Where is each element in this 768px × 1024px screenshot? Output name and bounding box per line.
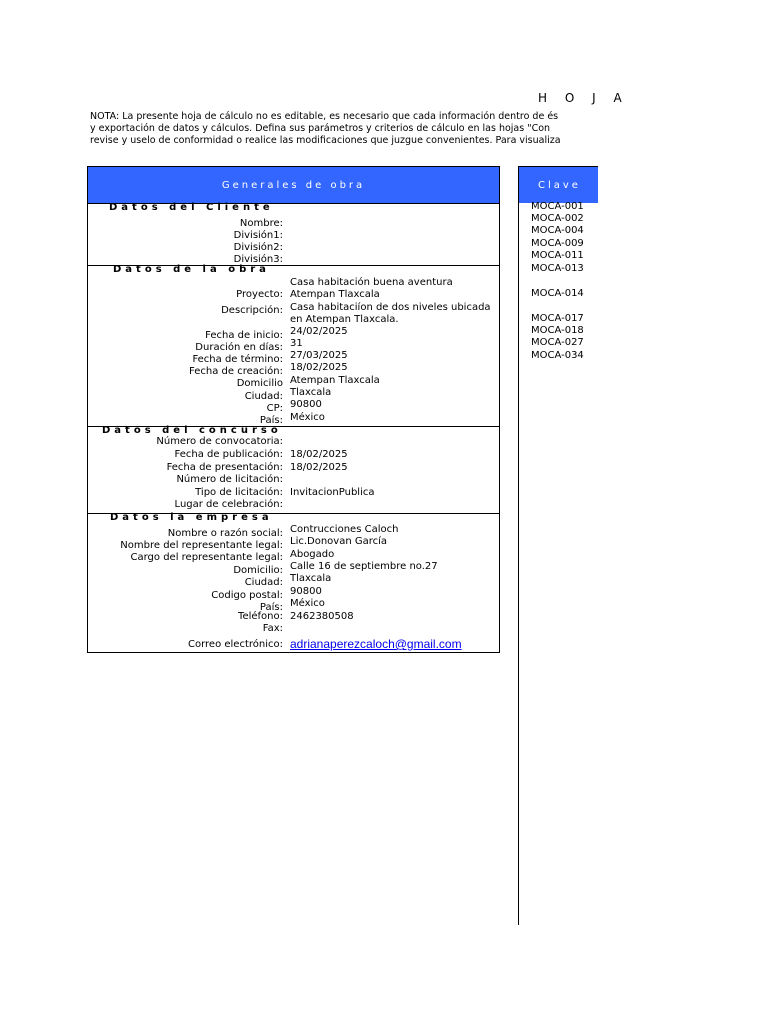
section-title-concurso: Datos del concurso (102, 425, 282, 436)
field-value: Calle 16 de septiembre no.27 (290, 561, 438, 572)
clave-code: MOCA-009 (531, 238, 584, 249)
field-label: Tipo de licitación: (195, 487, 283, 498)
clave-code: MOCA-001 (531, 201, 584, 212)
clave-code: MOCA-027 (531, 337, 584, 348)
field-label: Codigo postal: (211, 590, 283, 601)
field-label: Nombre o razón social: (167, 528, 283, 539)
field-value: InvitacionPublica (290, 487, 375, 498)
field-value: 90800 (290, 399, 322, 410)
field-label: Fecha de publicación: (174, 449, 283, 460)
field-value: Contrucciones Caloch (290, 524, 399, 535)
clave-code: MOCA-002 (531, 213, 584, 224)
field-label: Nombre del representante legal: (120, 540, 283, 551)
note-text (90, 111, 561, 147)
field-label: Duración en días: (195, 342, 283, 353)
field-label: División2: (233, 242, 283, 253)
field-value: 27/03/2025 (290, 350, 348, 361)
proyecto-value-line1: Casa habitación buena aventura (290, 277, 453, 288)
note-line-2: y exportación de datos y cálculos. Defina sus parámetros y criterios de cálculo en las hojas "Con (90, 123, 551, 134)
generales-panel (87, 166, 500, 653)
field-label: División1: (233, 230, 283, 241)
field-value: Abogado (290, 549, 335, 560)
field-label: Cargo del representante legal: (130, 552, 283, 563)
field-label: Fecha de inicio: (205, 330, 283, 341)
descripcion-label: Descripción: (221, 305, 283, 316)
proyecto-label: Proyecto: (236, 289, 283, 300)
field-value: Atempan Tlaxcala (290, 375, 380, 386)
field-label: Lugar de celebración: (174, 499, 283, 510)
field-label: División3: (233, 254, 283, 265)
field-label: País: (259, 415, 283, 426)
field-label: Fax: (262, 623, 283, 634)
field-value: 18/02/2025 (290, 362, 348, 373)
field-label: Ciudad: (244, 391, 283, 402)
field-value: México (290, 412, 325, 423)
clave-column-border (518, 166, 519, 925)
generales-header: Generales de obra (88, 167, 499, 204)
field-label: País: (259, 602, 283, 613)
section-title-obra: Datos de la obra (113, 264, 270, 275)
clave-code: MOCA-013 (531, 263, 584, 274)
field-value: México (290, 598, 325, 609)
clave-code: MOCA-011 (531, 250, 584, 261)
field-label: Domicilio: (233, 565, 283, 576)
field-value: 31 (290, 338, 303, 349)
clave-header: Clave (518, 166, 598, 203)
email-link[interactable]: adrianaperezcaloch@gmail.com (290, 637, 462, 651)
field-label: Número de licitación: (176, 474, 283, 485)
field-value: 24/02/2025 (290, 326, 348, 337)
correo-label: Correo electrónico: (188, 639, 283, 650)
section-title-empresa: Datos la empresa (110, 512, 273, 523)
descripcion-value-line2: en Atempan Tlaxcala. (290, 314, 399, 325)
field-value: Lic.Donovan García (290, 536, 388, 547)
clave-code: MOCA-034 (531, 350, 584, 361)
sheet-title: H O J A (538, 91, 629, 105)
clave-code: MOCA-018 (531, 325, 584, 336)
field-label: Teléfono: (238, 611, 283, 622)
section-title-cliente: Datos del Cliente (109, 202, 274, 213)
field-value: 90800 (290, 586, 322, 597)
field-value: 18/02/2025 (290, 462, 348, 473)
field-label: Nombre: (239, 218, 283, 229)
field-value: Tlaxcala (290, 573, 332, 584)
field-label: Domicilio (236, 378, 283, 389)
field-label: Fecha de presentación: (166, 462, 283, 473)
field-label: CP: (266, 403, 283, 414)
field-label: Ciudad: (244, 577, 283, 588)
field-label: Fecha de término: (192, 354, 283, 365)
field-label: Número de convocatoria: (156, 436, 283, 447)
field-value: 2462380508 (290, 611, 354, 622)
clave-code: MOCA-004 (531, 225, 584, 236)
note-line-1: NOTA: La presente hoja de cálculo no es editable, es necesario que cada información dentro de és (90, 111, 559, 122)
clave-code: MOCA-014 (531, 288, 584, 299)
proyecto-value-line2: Atempan Tlaxcala (290, 289, 380, 300)
note-line-3: revise y uselo de conformidad o realice las modificaciones que juzgue convenientes. Para visualiza (90, 135, 561, 146)
field-label: Fecha de creación: (189, 366, 283, 377)
field-value: Tlaxcala (290, 387, 332, 398)
descripcion-value-line1: Casa habitaciíon de dos niveles ubicada (290, 302, 491, 313)
field-value: 18/02/2025 (290, 449, 348, 460)
clave-code: MOCA-017 (531, 313, 584, 324)
